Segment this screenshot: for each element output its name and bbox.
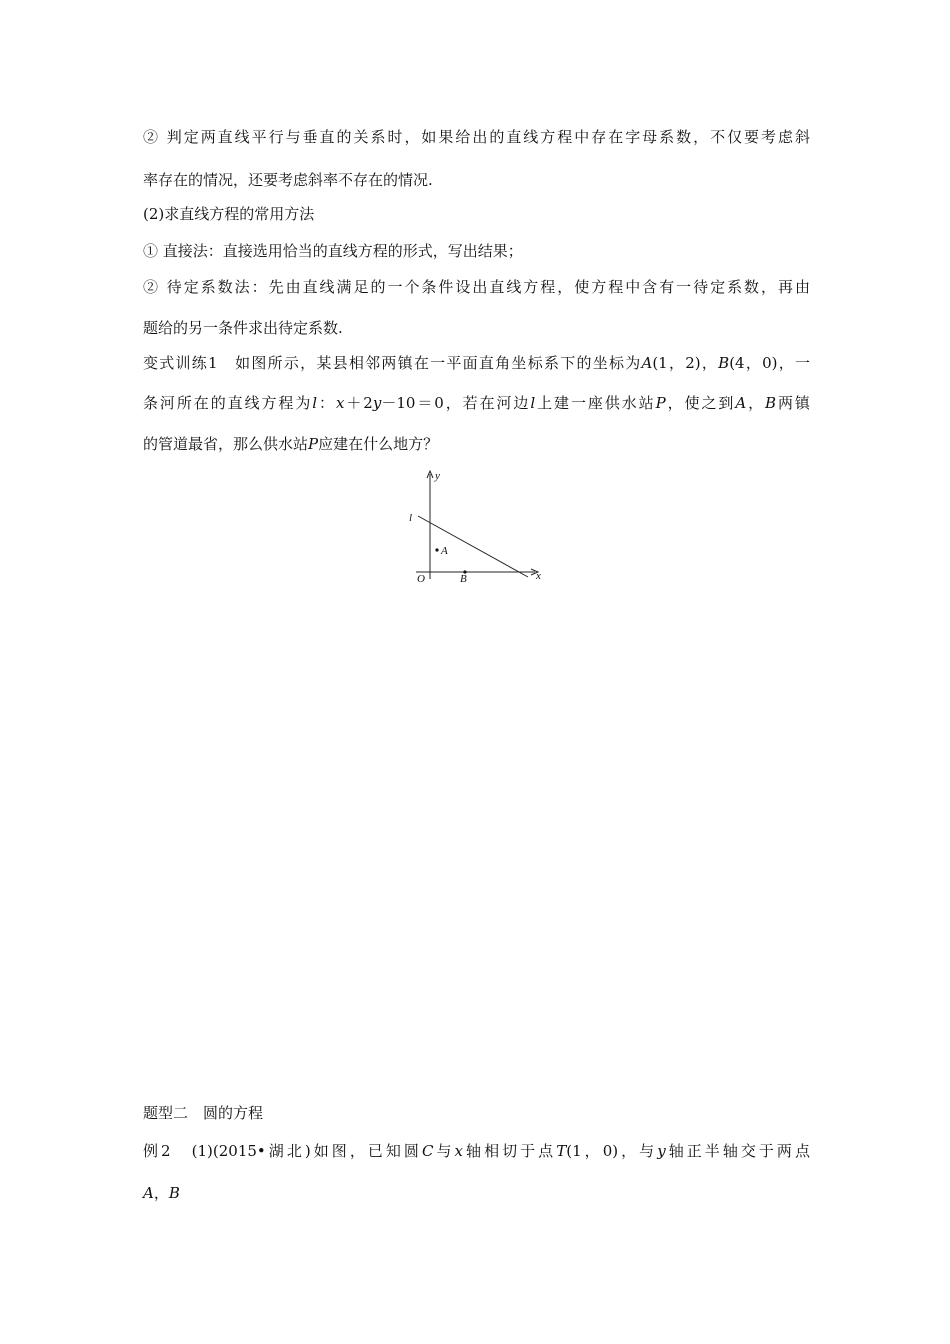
x-axis-label: x (536, 570, 541, 582)
paragraph-parallel-perpendicular: ② 判定两直线平行与垂直的关系时，如果给出的直线方程中存在字母系数，不仅要考虑斜 (143, 128, 810, 146)
exercise1-line3: 的管道最省，那么供水站P应建在什么地方？ (143, 435, 439, 453)
example2-line1: 例2 (1)(2015•湖北)如图，已知圆C与x轴相切于点T(1，0)，与y轴正半轴交于两点 (143, 1142, 810, 1160)
origin-label: O (417, 573, 425, 585)
point-b-label: B (460, 573, 467, 585)
paragraph-direct-method: ① 直接法：直接选用恰当的直线方程的形式，写出结果； (143, 242, 523, 260)
paragraph-undetermined-coefficients-cont: 题给的另一条件求出待定系数. (143, 319, 343, 337)
section-heading-circle-equation: 题型二 圆的方程 (143, 1104, 264, 1122)
river-line-l (418, 516, 528, 577)
point-a-label: A (441, 545, 448, 557)
exercise1-line1: 变式训练1 如图所示，某县相邻两镇在一平面直角坐标系下的坐标为A(1，2)，B(4，0)，一 (143, 354, 811, 372)
y-axis-label: y (435, 470, 440, 482)
exercise1-line2: 条河所在的直线方程为l：x＋2y－10＝0，若在河边l上建一座供水站P，使之到A，B两镇 (143, 394, 810, 412)
line-l-label: l (409, 512, 413, 524)
paragraph-methods-heading: (2)求直线方程的常用方法 (143, 205, 315, 223)
paragraph-slope-note: 率存在的情况，还要考虑斜率不存在的情况. (143, 171, 433, 189)
example2-line2: A，B (143, 1184, 180, 1202)
coordinate-figure (400, 466, 550, 586)
paragraph-undetermined-coefficients: ② 待定系数法：先由直线满足的一个条件设出直线方程，使方程中含有一待定系数，再由 (143, 278, 810, 296)
point-a-marker (435, 548, 438, 551)
